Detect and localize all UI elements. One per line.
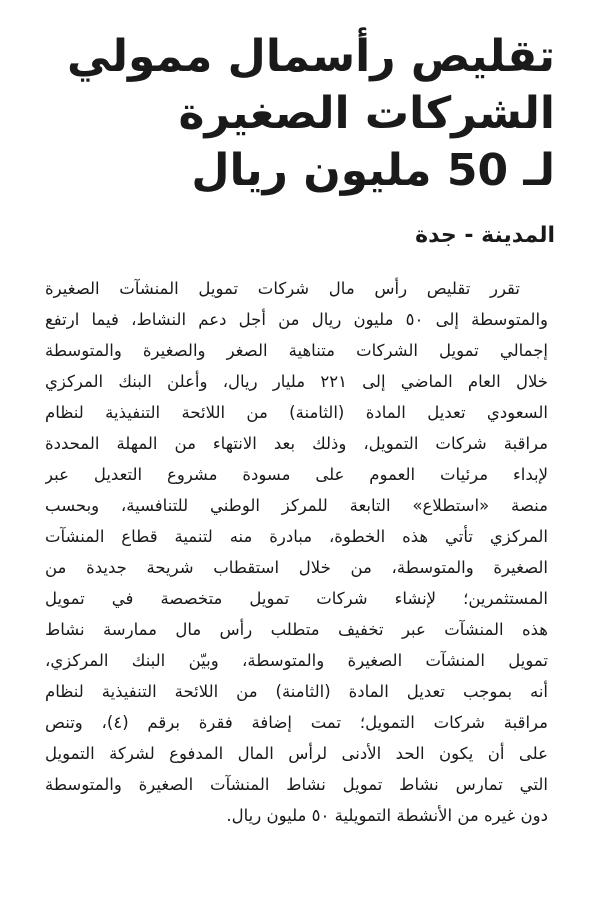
body-line: أنه بموجب تعديل المادة (الثامنة) من اللائحة التنفيذية لنظام	[45, 682, 548, 701]
body-line: التي تمارس نشاط تمويل نشاط المنشآت الصغيرة والمتوسطة	[45, 775, 548, 794]
headline-line: الشركات الصغيرة	[178, 88, 555, 139]
headline-line: تقليص رأسمال ممولي	[66, 31, 555, 82]
body-line: تقرر تقليص رأس مال شركات تمويل المنشآت الصغيرة	[45, 279, 520, 298]
body-line: مراقبة شركات التمويل، وذلك بعد الانتهاء من المهلة المحددة	[45, 434, 548, 453]
body-line: المستثمرين؛ لإنشاء شركات تمويل متخصصة في تمويل	[45, 589, 548, 608]
body-line: تمويل المنشآت الصغيرة والمتوسطة، وبيّن البنك المركزي،	[45, 651, 548, 670]
body-line: لإبداء مرئيات العموم على مسودة مشروع التعديل عبر	[45, 465, 548, 484]
headline	[45, 28, 555, 199]
body-line: مراقبة شركات التمويل؛ تمت إضافة فقرة برقم (٤)، وتنص	[45, 713, 548, 732]
body-line: المركزي تأتي هذه الخطوة، مبادرة منه لتنمية قطاع المنشآت	[45, 527, 548, 546]
body-line: منصة «استطلاع» التابعة للمركز الوطني للتنافسية، وبحسب	[45, 496, 548, 515]
body-line: على أن يكون الحد الأدنى لرأس المال المدفوع لشركة التمويل	[45, 744, 548, 763]
body-line: دون غيره من الأنشطة التمويلية ٥٠ مليون ريال.	[226, 806, 548, 825]
body-line: السعودي تعديل المادة (الثامنة) من اللائحة التنفيذية لنظام	[45, 403, 548, 422]
headline-line: لـ 50 مليون ريال	[191, 145, 555, 196]
body-line: خلال العام الماضي إلى ٢٢١ مليار ريال، وأعلن البنك المركزي	[45, 372, 548, 391]
body-line: الصغيرة والمتوسطة، من خلال استقطاب شريحة جديدة من	[45, 558, 548, 577]
body-line: هذه المنشآت عبر تخفيف متطلب رأس مال ممارسة نشاط	[45, 620, 548, 639]
body-line: إجمالي تمويل الشركات متناهية الصغر والصغيرة والمتوسطة	[45, 341, 548, 360]
body-line: والمتوسطة إلى ٥٠ مليون ريال من أجل دعم النشاط، فيما ارتفع	[45, 310, 548, 329]
article-body	[45, 273, 548, 831]
dateline: المدينة - جدة	[415, 223, 555, 248]
